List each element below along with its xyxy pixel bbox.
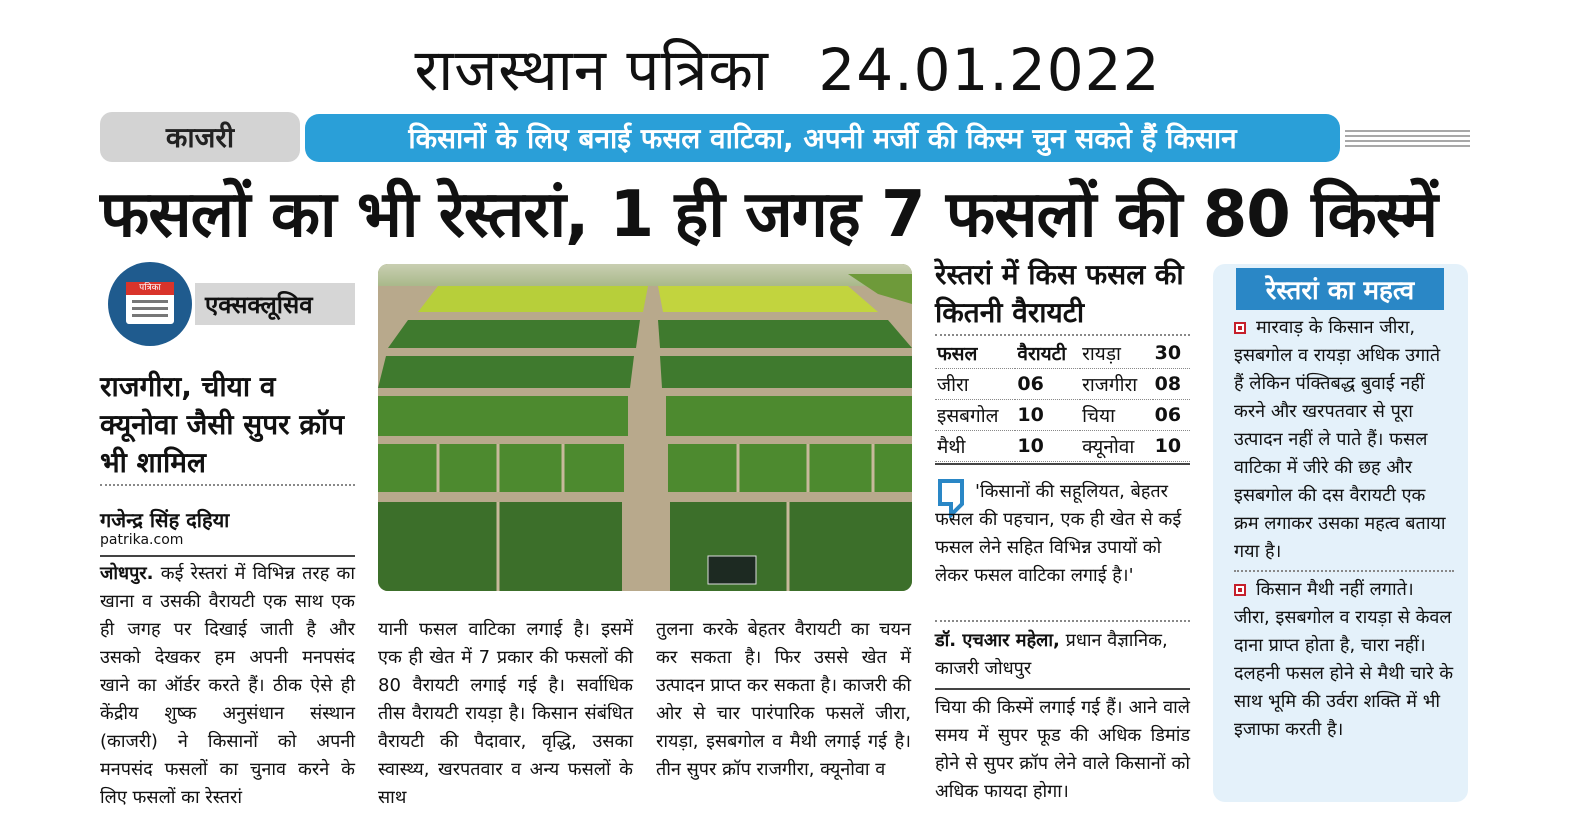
badge-label: पत्रिका — [126, 282, 174, 295]
header-crop: फसल — [935, 338, 1015, 369]
sidebar-text — [1234, 314, 1454, 744]
table-cell: 30 — [1153, 338, 1190, 369]
table-cell: क्यूनोवा — [1080, 431, 1153, 462]
sidebar-point — [1234, 314, 1454, 566]
crop-field-photo — [378, 264, 912, 591]
expert-quote: 'किसानों की सहूलियत, बेहतर फसल की पहचान, एक ही खेत से कई फसल लेने सहित विभिन्न उपायों को लेकर फसल वाटिका लगाई है।' — [935, 481, 1182, 586]
table-cell: 06 — [1015, 369, 1080, 400]
article-column-2: यानी फसल वाटिका लगाई है। इसमें एक ही खेत में 7 प्रकार की फसलों की 80 वैरायटी लगाई गई है। सर्वाधिक तीस वैरायटी रायड़ा है। किसान संबंधित वैरायटी की पैदावार, वृद्धि, उसका स्वास्थ्य, खरपतवार व अन्य फसलों के साथ — [378, 619, 633, 808]
table-cell: मैथी — [935, 431, 1015, 462]
divider — [935, 620, 1190, 622]
newspaper-name: राजस्थान पत्रिका — [414, 36, 769, 104]
divider — [935, 463, 1190, 465]
sidebar-title: रेस्तरां का महत्व — [1236, 268, 1444, 310]
field-image — [378, 264, 912, 591]
publication-date: 24.01.2022 — [818, 36, 1161, 104]
decorative-rules — [1345, 130, 1470, 150]
table-cell: 08 — [1153, 369, 1190, 400]
sidebar-point-text: मारवाड़ के किसान जीरा, इसबगोल व रायड़ा अधिक उगाते हैं लेकिन पंक्तिबद्ध बुवाई नहीं करने और खरपतवार से पूरा उत्पादन नहीं ले पाते हैं। फसल वाटिका में जीरे की छह और इसबगोल की दस वैरायटी एक क्रम लगाकर उसका महत्व बताया गया है। — [1234, 317, 1446, 562]
table-row — [935, 400, 1190, 431]
kicker-strap: किसानों के लिए बनाई फसल वाटिका, अपनी मर्जी की किस्म चुन सकते हैं किसान — [305, 114, 1340, 162]
table-cell: राजगीरा — [1080, 369, 1153, 400]
sidebar-point — [1234, 576, 1454, 744]
dateline: जोधपुर. — [100, 563, 154, 584]
column-text: कई रेस्तरां में विभिन्न तरह का खाना व उसकी वैरायटी एक साथ एक ही जगह पर दिखाई जाती है और उसको देखकर हम अपनी मनपसंद खाने का ऑर्डर करते हैं। ठीक ऐसे ही केंद्रीय शुष्क अनुसंधान संस्थान (काजरी) ने किसानों को अपनी मनपसंद फसलों का चुनाव करने के लिए फसलों का रेस्तरां — [100, 563, 355, 808]
masthead — [0, 28, 1575, 107]
divider — [100, 484, 355, 486]
table-cell: जीरा — [935, 369, 1015, 400]
byline-name: गजेन्द्र सिंह दहिया — [100, 508, 230, 532]
table-cell: 06 — [1153, 400, 1190, 431]
exclusive-label: एक्सक्लूसिव — [195, 283, 355, 325]
sidebar-point-text: किसान मैथी नहीं लगाते। जीरा, इसबगोल व रायड़ा से केवल दाना प्राप्त होता है, चारा नहीं। दलहनी फसल होने से मैथी चारे के साथ भूमि की उर्वरा शक्ति में भी इजाफा करती है। — [1234, 579, 1454, 740]
article-column-1 — [100, 560, 355, 812]
header-variety: वैरायटी — [1015, 338, 1080, 369]
bullet-icon — [1234, 322, 1246, 334]
table-row — [935, 369, 1190, 400]
divider — [935, 688, 1190, 690]
article-column-3: तुलना करके बेहतर वैरायटी का चयन कर सकता है। फिर उससे खेत में उत्पादन प्राप्त कर सकता है। काजरी की ओर से चार पारंपारिक फसलें जीरा, रायड़ा, इसबगोल व मैथी लगाई गई है। तीन सुपर क्रॉप राजगीरा, क्यूनोवा व — [656, 619, 911, 780]
table-row — [935, 431, 1190, 462]
variety-box-title: रेस्तरां में किस फसल की कितनी वैरायटी — [935, 258, 1184, 329]
table-cell: इसबगोल — [935, 400, 1015, 431]
newspaper-icon — [108, 262, 192, 346]
table-cell: 10 — [1015, 400, 1080, 431]
quote-author: डॉ. एचआर महेला, — [935, 630, 1060, 651]
table-cell: चिया — [1080, 400, 1153, 431]
table-cell: 10 — [1015, 431, 1080, 462]
divider — [935, 334, 1190, 336]
headline: फसलों का भी रेस्तरां, 1 ही जगह 7 फसलों की 80 किस्में — [100, 178, 1437, 252]
table-cell: 10 — [1153, 431, 1190, 462]
byline-site: patrika.com — [100, 532, 184, 548]
divider — [1234, 570, 1454, 572]
bullet-icon — [1234, 584, 1246, 596]
table-row — [935, 338, 1190, 369]
quote-attribution — [935, 627, 1190, 683]
variety-table — [935, 338, 1190, 462]
subheadline: राजगीरा, चीया व क्यूनोवा जैसी सुपर क्रॉप भी शामिल — [100, 370, 344, 479]
kicker-tag: काजरी — [100, 112, 300, 162]
article-column-4: चिया की किस्में लगाई गई हैं। आने वाले समय में सुपर फूड की अधिक डिमांड होने से सुपर क्रॉप लेने वाले किसानों को अधिक फायदा होगा। — [935, 697, 1190, 802]
divider — [100, 555, 355, 557]
table-cell: रायड़ा — [1080, 338, 1153, 369]
quote-designation: प्रधान वैज्ञानिक, काजरी जोधपुर — [935, 630, 1168, 679]
